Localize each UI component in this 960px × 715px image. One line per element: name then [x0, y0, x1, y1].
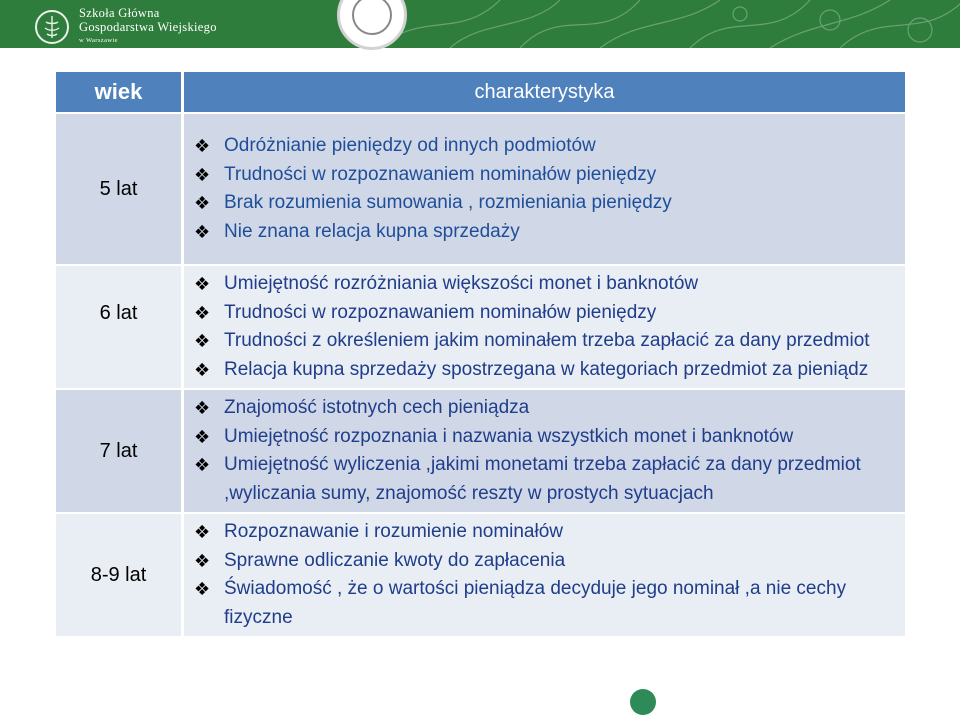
- diamond-star-bullet-icon: ❖: [194, 522, 211, 543]
- table-row: [56, 114, 905, 264]
- diamond-star-bullet-icon: ❖: [194, 331, 211, 352]
- list-item: ❖ Trudności z określeniem jakim nominałem trzeba zapłacić za dany przedmiot: [194, 327, 905, 356]
- diamond-star-bullet-icon: ❖: [194, 221, 211, 243]
- diamond-star-bullet-icon: ❖: [194, 136, 211, 157]
- header-banner: [0, 0, 960, 48]
- list-item: ❖ Trudności w rozpoznawaniem nominałów pieniędzy: [194, 299, 905, 328]
- table-row: [56, 390, 905, 512]
- diamond-star-bullet-icon: ❖: [194, 398, 211, 419]
- list-item: ❖ Relacja kupna sprzedaży spostrzegana w kategoriach przedmiot za pieniądz: [194, 356, 905, 385]
- diamond-star-bullet-icon: ❖: [194, 426, 211, 448]
- diamond-star-bullet-icon: ❖: [194, 455, 211, 476]
- diamond-star-bullet-icon: ❖: [194, 359, 211, 381]
- age-cell: 5 lat: [56, 114, 181, 264]
- university-emblem-icon: [35, 10, 69, 44]
- logo-line-2: Gospodarstwa Wiejskiego: [79, 20, 217, 34]
- diamond-star-bullet-icon: ❖: [194, 579, 211, 600]
- age-cell: 8-9 lat: [56, 514, 181, 636]
- column-header-characteristics: charakterystyka: [184, 72, 905, 112]
- logo-line-1: Szkoła Główna: [79, 6, 160, 20]
- age-cell: 6 lat: [56, 266, 181, 388]
- diamond-star-bullet-icon: ❖: [194, 550, 211, 572]
- list-item: ❖ Umiejętność rozróżniania większości monet i banknotów: [194, 270, 905, 299]
- table-header-row: [56, 72, 905, 112]
- list-item: ❖ Świadomość , że o wartości pieniądza decyduje jego nominał ,a nie cechy fizyczne: [194, 578, 847, 628]
- table-row: [56, 266, 905, 388]
- medal-inner-ring: [352, 0, 392, 35]
- age-cell: 7 lat: [56, 390, 181, 512]
- diamond-star-bullet-icon: ❖: [194, 274, 211, 295]
- list-item: ❖ Trudności w rozpoznawaniem nominałów pieniędzy: [194, 161, 905, 190]
- list-item: ❖ Nie znana relacja kupna sprzedaży: [194, 218, 905, 247]
- university-logo: [35, 6, 217, 48]
- characteristics-cell: [184, 390, 905, 512]
- table-row: [56, 514, 905, 636]
- diamond-star-bullet-icon: ❖: [194, 193, 211, 214]
- age-characteristics-table: [53, 70, 908, 638]
- list-item: ❖ Sprawne odliczanie kwoty do zapłacenia: [194, 547, 905, 576]
- list-item: ❖ Odróżnianie pieniędzy od innych podmiotów: [194, 132, 905, 161]
- list-item: ❖ Umiejętność wyliczenia ,jakimi monetami trzeba zapłacić za dany przedmiot ,wyliczania sumy, znajomość reszty w prostych sytuacjach: [194, 454, 861, 504]
- logo-line-3: w Warszawie: [79, 37, 118, 44]
- characteristics-cell: [184, 514, 905, 636]
- list-item: ❖ Brak rozumienia sumowania , rozmieniania pieniędzy: [194, 189, 905, 218]
- column-header-age: wiek: [56, 72, 181, 112]
- characteristics-cell: [184, 114, 905, 264]
- list-item: ❖ Umiejętność rozpoznania i nazwania wszystkich monet i banknotów: [194, 423, 905, 452]
- list-item: ❖ Rozpoznawanie i rozumienie nominałów: [194, 518, 905, 547]
- characteristics-cell: [184, 266, 905, 388]
- list-item: ❖ Znajomość istotnych cech pieniądza: [194, 394, 905, 423]
- diamond-star-bullet-icon: ❖: [194, 302, 211, 324]
- decorative-pattern: [360, 0, 960, 48]
- diamond-star-bullet-icon: ❖: [194, 164, 211, 186]
- decorative-circle: [630, 689, 656, 715]
